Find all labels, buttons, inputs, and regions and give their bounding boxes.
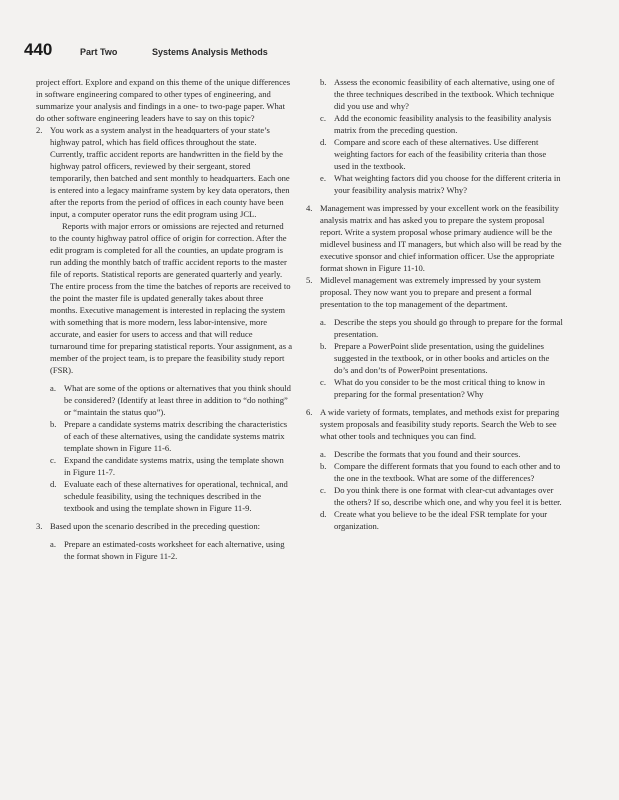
item-text: Describe the steps you should go through to prepare for the formal presentation. [334,317,563,339]
item-label: b. [320,341,327,351]
question-6-text: A wide variety of formats, templates, and methods exist for preparing system proposals and feasibility study reports. Search the Web to see what other tools and techniques you can find. [320,407,560,441]
item-text: Assess the economic feasibility of each alternative, using one of the three techniques described in the textbook. Which technique did you use and why? [334,77,555,111]
item-label: b. [320,461,327,471]
running-header [24,40,268,60]
item-label: c. [320,113,326,123]
item-label: c. [320,485,326,495]
item-text: Describe the formats that you found and their sources. [334,449,521,459]
question-2-item-d [50,478,292,514]
question-3-item-d [320,136,564,172]
item-text: Prepare a PowerPoint slide presentation, using the guidelines suggested in the textbook, or in other books and articles on the do’s and don’ts of PowerPoint presentations. [334,341,550,375]
item-label: d. [50,479,57,489]
question-3-item-c [320,112,564,136]
item-label: c. [50,455,56,465]
question-5-item-c [320,376,564,400]
item-text: Compare the different formats that you found to each other and to the one in the textbook. What are some of the differences? [334,461,561,483]
page-number: 440 [24,40,53,59]
question-number: 6. [306,407,313,417]
item-text: What do you consider to be the most critical thing to know in preparing for the formal presentation? Why [334,377,545,399]
item-label: a. [320,449,326,459]
question-3-text: Based upon the scenario described in the preceding question: [50,521,261,531]
question-5-text: Midlevel management was extremely impressed by your system proposal. They now want you to prepare and present a formal presentation to the top management of the department. [320,275,541,309]
question-4 [306,202,564,274]
item-label: e. [320,173,326,183]
item-label: a. [320,317,326,327]
item-text: What weighting factors did you choose for the different criteria in your feasibility analysis matrix? Why? [334,173,561,195]
question-6-item-d [320,508,564,532]
item-label: a. [50,539,56,549]
question-6 [306,406,564,442]
question-2-text-continued: Reports with major errors or omissions are rejected and returned to the county highway patrol office of origin for correction. After the edit program is completed for all the counties, an update program is run adding the monthly batch of traffic accident reports to the master file of reports. Statistical reports are generated quarterly and yearly. The entire process from the time the batches of reports are received to the point the master file is updated generally takes about three months. Executive management is interested in replacing the system with something that is more modern, less labor-intensive, more accurate, and easier for users to access and that will reduce turnaround time for preparing statistical reports. Your assignment, as a member of the project team, is to prepare the feasibility study report (FSR). [50,221,293,375]
right-column [306,76,564,532]
item-label: d. [320,509,327,519]
item-text: Compare and score each of these alternatives. Use different weighting factors for each of the feasibility criteria than those used in the textbook. [334,137,547,171]
item-text: Evaluate each of these alternatives for operational, technical, and schedule feasibility, using the techniques described in the textbook and using the template shown in Figure 11-9. [64,479,288,513]
question-4-text: Management was impressed by your excellent work on the feasibility analysis matrix and has asked you to prepare the system proposal report. Write a system proposal whose primary audience will be the midlevel business and IT managers, but which also will be read by the executive sponsor and chief information officer. Use the appropriate format shown in Figure 11-10. [320,203,562,273]
question-2-item-c [50,454,292,478]
question-number: 4. [306,203,313,213]
question-2-item-b [50,418,292,454]
question-6-item-c [320,484,564,508]
item-label: b. [320,77,327,87]
item-text: Prepare an estimated-costs worksheet for each alternative, using the format shown in Figure 11-2. [64,539,285,561]
item-label: a. [50,383,56,393]
question-3-item-a [50,538,292,562]
intro-paragraph: project effort. Explore and expand on this theme of the unique differences in software engineering compared to other types of engineering, and summarize your analysis and findings in a one- to two-page paper. What do other software engineering leaders have to say on this topic? [36,77,291,123]
item-label: d. [320,137,327,147]
item-text: Create what you believe to be the ideal FSR template for your organization. [334,509,548,531]
item-text: Prepare a candidate systems matrix describing the characteristics of each of these alternatives, using the candidate systems matrix template shown in Figure 11-6. [64,419,288,453]
item-text: What are some of the options or alternatives that you think should be considered? (Identify at least three in addition to “do nothing” or “maintain the status quo”). [64,383,291,417]
part-label: Part Two [80,47,118,57]
item-text: Do you think there is one format with clear-cut advantages over the others? If so, describe which one, and why you feel it is better. [334,485,562,507]
question-2 [36,124,292,376]
question-3-item-e [320,172,564,196]
question-5-item-a [320,316,564,340]
question-3 [36,520,292,532]
question-5-item-b [320,340,564,376]
question-3-item-b [320,76,564,112]
question-2-item-a [50,382,292,418]
question-number: 3. [36,521,43,531]
item-text: Expand the candidate systems matrix, using the template shown in Figure 11-7. [64,455,284,477]
item-text: Add the economic feasibility analysis to the feasibility analysis matrix from the preceding question. [334,113,552,135]
item-label: c. [320,377,326,387]
left-column [36,76,292,562]
question-number: 5. [306,275,313,285]
question-2-text: You work as a system analyst in the headquarters of your state’s highway patrol, which has field offices throughout the state. Currently, traffic accident reports are handwritten in the field by the highway patrol officers, reviewed by their sergeant, stored temporarily, then batched and sent monthly to headquarters. Each one is entered into a legacy mainframe system by key data operators, then after the reports from the period of offices in each county have been input, a computer operator runs the edit program using JCL. [50,125,290,219]
question-6-item-a [320,448,564,460]
item-label: b. [50,419,57,429]
question-6-item-b [320,460,564,484]
question-number: 2. [36,125,43,135]
question-5 [306,274,564,310]
section-title: Systems Analysis Methods [152,47,268,57]
